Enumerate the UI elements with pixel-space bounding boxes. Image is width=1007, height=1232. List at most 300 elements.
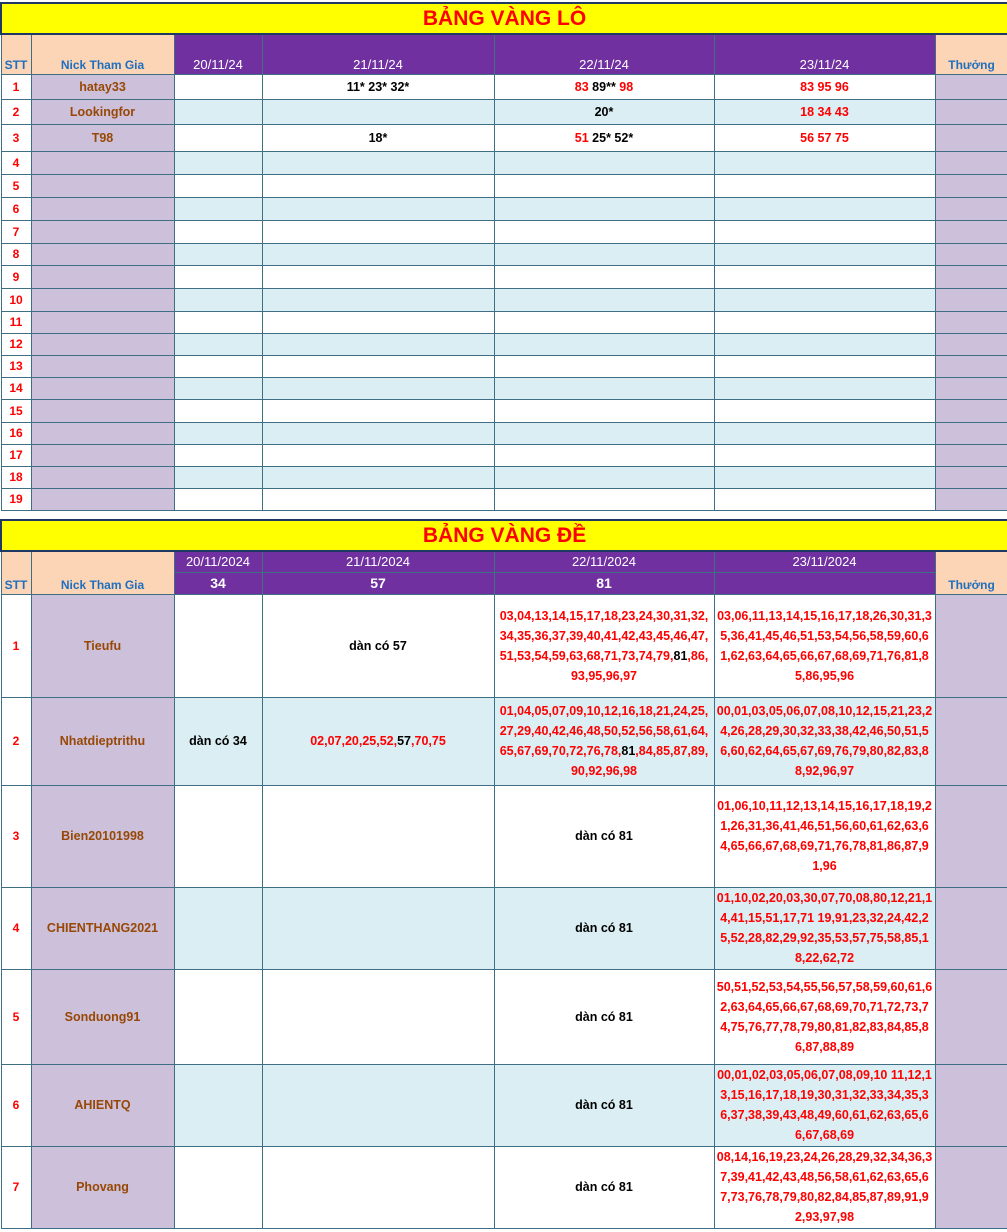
stt-cell xyxy=(1,243,31,265)
pick-cell xyxy=(262,377,494,399)
de-title: BẢNG VÀNG ĐỀ xyxy=(1,520,1007,551)
pick-text: 4 xyxy=(12,921,20,935)
pick-text: 5 xyxy=(12,178,20,193)
pick-cell xyxy=(174,197,262,220)
table-row xyxy=(1,887,1007,969)
thuong-cell xyxy=(935,74,1007,99)
thuong-cell xyxy=(935,1064,1007,1146)
nick-cell xyxy=(31,174,174,197)
pick-text: 03,06,11,13,14,15,16,17,18,26,30,31,35,36,41,45,46,51,53,54,56,58,59,60,61,62,63,64,65,66,67,68,69,71,76,81,85,86,95,96 xyxy=(717,608,932,683)
pick-text: 19 xyxy=(9,492,23,506)
thuong-cell xyxy=(935,99,1007,124)
pick-text: 13 xyxy=(9,359,23,373)
pick-cell xyxy=(174,377,262,399)
stt-cell xyxy=(1,594,31,697)
thuong-cell xyxy=(935,197,1007,220)
pick-cell xyxy=(714,333,935,355)
pick-text: 01,10,02,20,03,30,07,70,08,80,12,21,14,41,15,51,17,71 19,91,23,32,24,42,25,52,28,82,29,92,35,53,57,75,58,85,18,22,62,72 xyxy=(716,891,933,965)
nick-cell xyxy=(31,887,174,969)
table-row xyxy=(1,265,1007,288)
de-date-header: 23/11/2024 xyxy=(714,551,935,572)
pick-text: hatay33 xyxy=(79,79,126,94)
pick-text: 11 xyxy=(9,315,23,329)
pick-text: Lookingfor xyxy=(69,104,136,119)
pick-cell xyxy=(494,697,714,785)
stt-cell xyxy=(1,333,31,355)
thuong-cell xyxy=(935,355,1007,377)
pick-text: Phovang xyxy=(76,1180,129,1194)
pick-cell xyxy=(494,377,714,399)
pick-cell xyxy=(262,124,494,151)
pick-cell xyxy=(714,355,935,377)
pick-text: 1 xyxy=(12,79,20,94)
table-row xyxy=(1,220,1007,243)
pick-cell xyxy=(262,243,494,265)
thuong-cell xyxy=(935,311,1007,333)
pick-cell xyxy=(494,594,714,697)
pick-cell xyxy=(714,466,935,488)
pick-text: 25* 52* xyxy=(588,130,634,145)
pick-cell xyxy=(714,197,935,220)
pick-cell xyxy=(494,174,714,197)
nick-cell xyxy=(31,197,174,220)
pick-cell xyxy=(174,488,262,510)
de-body xyxy=(1,594,1007,1228)
de-nick-header: Nick Tham Gia xyxy=(31,551,174,594)
table-row xyxy=(1,99,1007,124)
pick-cell xyxy=(714,151,935,174)
pick-cell xyxy=(494,99,714,124)
pick-cell xyxy=(494,197,714,220)
pick-cell xyxy=(174,220,262,243)
stt-cell xyxy=(1,197,31,220)
pick-text: 10 xyxy=(9,292,23,307)
thuong-cell xyxy=(935,887,1007,969)
pick-text: 18 34 43 xyxy=(800,104,849,119)
pick-cell xyxy=(494,265,714,288)
pick-cell xyxy=(262,311,494,333)
pick-cell xyxy=(174,399,262,422)
pick-cell xyxy=(714,697,935,785)
pick-cell xyxy=(262,99,494,124)
pick-text: 01,06,10,11,12,13,14,15,16,17,18,19,21,26,31,36,41,46,51,56,60,61,62,63,64,65,66,67,68,69,71,76,78,81,86,87,91,96 xyxy=(717,799,932,873)
stt-cell xyxy=(1,697,31,785)
nick-cell xyxy=(31,1064,174,1146)
pick-text: 2 xyxy=(12,104,20,119)
pick-cell xyxy=(262,151,494,174)
stt-cell xyxy=(1,355,31,377)
table-row xyxy=(1,444,1007,466)
table-row xyxy=(1,399,1007,422)
pick-cell xyxy=(714,399,935,422)
pick-text: 15 xyxy=(9,403,23,418)
thuong-cell xyxy=(935,466,1007,488)
nick-cell xyxy=(31,377,174,399)
pick-cell xyxy=(262,422,494,444)
thuong-cell xyxy=(935,399,1007,422)
pick-cell xyxy=(174,333,262,355)
nick-cell xyxy=(31,288,174,311)
pick-text: 56 57 75 xyxy=(800,130,849,145)
stt-cell xyxy=(1,887,31,969)
pick-cell xyxy=(494,333,714,355)
pick-cell xyxy=(262,697,494,785)
lo-stt-header: STT xyxy=(1,34,31,74)
pick-cell xyxy=(714,1146,935,1228)
thuong-cell xyxy=(935,697,1007,785)
stt-cell xyxy=(1,220,31,243)
pick-text: Sonduong91 xyxy=(64,1009,141,1024)
pick-cell xyxy=(494,243,714,265)
table-row xyxy=(1,1146,1007,1228)
pick-text: 50,51,52,53,54,55,56,57,58,59,60,61,62,63,64,65,66,67,68,69,70,71,72,73,74,75,76,77,78,79,80,81,82,83,84,85,86,87,88,89 xyxy=(716,979,933,1054)
pick-text: T98 xyxy=(91,130,114,145)
stt-cell xyxy=(1,444,31,466)
pick-text: 51 xyxy=(574,130,589,145)
pick-cell xyxy=(174,311,262,333)
stt-cell xyxy=(1,785,31,887)
de-date-header: 20/11/2024 xyxy=(174,551,262,572)
nick-cell xyxy=(31,333,174,355)
stt-cell xyxy=(1,174,31,197)
lo-table xyxy=(0,2,1007,511)
de-date-header: 22/11/2024 xyxy=(494,551,714,572)
lo-title: BẢNG VÀNG LÔ xyxy=(1,3,1007,34)
lo-date-header: 20/11/24 xyxy=(174,34,262,74)
pick-text: 6 xyxy=(12,1098,20,1112)
pick-text: 57 xyxy=(397,734,412,748)
pick-cell xyxy=(494,488,714,510)
pick-text: 83 95 96 xyxy=(800,79,849,94)
table-row xyxy=(1,311,1007,333)
nick-cell xyxy=(31,466,174,488)
pick-cell xyxy=(262,220,494,243)
pick-cell xyxy=(494,1146,714,1228)
table-row xyxy=(1,74,1007,99)
thuong-cell xyxy=(935,174,1007,197)
thuong-cell xyxy=(935,288,1007,311)
thuong-cell xyxy=(935,124,1007,151)
stt-cell xyxy=(1,265,31,288)
pick-cell xyxy=(494,444,714,466)
pick-text: dàn có 81 xyxy=(575,829,633,843)
de-result xyxy=(714,572,935,594)
table-row xyxy=(1,594,1007,697)
pick-text: dàn có 34 xyxy=(189,734,247,748)
pick-text: 9 xyxy=(12,269,20,284)
pick-cell xyxy=(262,594,494,697)
pick-cell xyxy=(174,969,262,1064)
pick-text: 89** xyxy=(588,79,620,94)
pick-cell xyxy=(714,488,935,510)
pick-cell xyxy=(494,151,714,174)
pick-cell xyxy=(174,422,262,444)
de-table xyxy=(0,519,1007,1229)
pick-cell xyxy=(174,74,262,99)
pick-text: ,70,75 xyxy=(411,734,446,748)
pick-text: 18* xyxy=(368,130,388,145)
pick-cell xyxy=(494,124,714,151)
pick-cell xyxy=(494,1064,714,1146)
pick-cell xyxy=(262,399,494,422)
pick-text: dàn có 81 xyxy=(575,1098,633,1112)
thuong-cell xyxy=(935,785,1007,887)
table-row xyxy=(1,333,1007,355)
pick-cell xyxy=(714,288,935,311)
table-row xyxy=(1,466,1007,488)
pick-text: 3 xyxy=(12,829,20,843)
pick-cell xyxy=(174,124,262,151)
table-row xyxy=(1,124,1007,151)
pick-text: 14 xyxy=(9,381,23,395)
table-row xyxy=(1,151,1007,174)
pick-text: ,84,85,87,89,90,92,96,98 xyxy=(570,744,709,778)
thuong-cell xyxy=(935,444,1007,466)
pick-cell xyxy=(494,785,714,887)
lo-nick-header: Nick Tham Gia xyxy=(31,34,174,74)
pick-cell xyxy=(174,444,262,466)
stt-cell xyxy=(1,377,31,399)
pick-cell xyxy=(714,785,935,887)
pick-cell xyxy=(714,174,935,197)
nick-cell xyxy=(31,785,174,887)
pick-cell xyxy=(494,969,714,1064)
thuong-cell xyxy=(935,594,1007,697)
stt-cell xyxy=(1,488,31,510)
pick-cell xyxy=(174,174,262,197)
pick-cell xyxy=(714,422,935,444)
nick-cell xyxy=(31,1146,174,1228)
pick-text: 17 xyxy=(9,448,23,462)
pick-cell xyxy=(262,288,494,311)
lo-thuong-header: Thưởng xyxy=(935,34,1007,74)
pick-cell xyxy=(714,311,935,333)
pick-cell xyxy=(494,422,714,444)
table-row xyxy=(1,785,1007,887)
thuong-cell xyxy=(935,243,1007,265)
de-result: 34 xyxy=(174,572,262,594)
pick-text: 08,14,16,19,23,24,26,28,29,32,34,36,37,39,41,42,43,48,56,58,61,62,63,65,67,73,76,78,79,80,82,84,85,87,89,91,92,93,97,98 xyxy=(716,1150,933,1224)
stt-cell xyxy=(1,99,31,124)
pick-cell xyxy=(714,124,935,151)
nick-cell xyxy=(31,74,174,99)
nick-cell xyxy=(31,969,174,1064)
nick-cell xyxy=(31,243,174,265)
table-row xyxy=(1,488,1007,510)
stt-cell xyxy=(1,288,31,311)
pick-text: 02,07,20,25,52, xyxy=(310,734,398,748)
table-row xyxy=(1,1064,1007,1146)
pick-cell xyxy=(174,243,262,265)
thuong-cell xyxy=(935,488,1007,510)
pick-cell xyxy=(714,887,935,969)
table-row xyxy=(1,355,1007,377)
thuong-cell xyxy=(935,1146,1007,1228)
pick-cell xyxy=(494,220,714,243)
pick-cell xyxy=(262,265,494,288)
pick-cell xyxy=(262,74,494,99)
thuong-cell xyxy=(935,265,1007,288)
table-row xyxy=(1,243,1007,265)
pick-text: 16 xyxy=(9,426,23,440)
nick-cell xyxy=(31,697,174,785)
de-thuong-header: Thưởng xyxy=(935,551,1007,594)
pick-text: dàn có 81 xyxy=(575,1180,633,1194)
pick-cell xyxy=(714,243,935,265)
lo-date-header: 21/11/24 xyxy=(262,34,494,74)
pick-cell xyxy=(174,466,262,488)
de-date-header: 21/11/2024 xyxy=(262,551,494,572)
pick-text: 81 xyxy=(621,744,636,758)
pick-cell xyxy=(494,399,714,422)
pick-cell xyxy=(262,887,494,969)
pick-cell xyxy=(262,355,494,377)
pick-cell xyxy=(174,887,262,969)
nick-cell xyxy=(31,311,174,333)
pick-cell xyxy=(262,174,494,197)
pick-cell xyxy=(174,697,262,785)
pick-cell xyxy=(174,594,262,697)
pick-text: 00,01,03,05,06,07,08,10,12,15,21,23,24,26,28,29,30,32,33,38,42,46,50,51,56,60,62,64,65,67,69,76,79,80,82,83,88,92,96,97 xyxy=(716,704,933,778)
lo-body xyxy=(1,74,1007,510)
pick-text: 5 xyxy=(12,1009,20,1024)
pick-cell xyxy=(714,1064,935,1146)
pick-text: 3 xyxy=(12,130,20,145)
table-row xyxy=(1,197,1007,220)
pick-text: 01,04,05,07,09,10,12,16,18,21,24,25,27,29,40,42,46,48,50,52,56,58,61,64,65,67,69,70,72,76,78, xyxy=(499,704,709,758)
pick-text: CHIENTHANG2021 xyxy=(46,921,159,935)
pick-text: 81 xyxy=(673,648,688,663)
table-row xyxy=(1,288,1007,311)
stt-cell xyxy=(1,1146,31,1228)
table-row xyxy=(1,377,1007,399)
table-row xyxy=(1,969,1007,1064)
pick-text: 00,01,02,03,05,06,07,08,09,10 11,12,13,15,16,17,18,19,30,31,32,33,34,35,36,37,38,39,43,48,49,60,61,62,63,65,66,67,68,69 xyxy=(717,1068,932,1142)
pick-text: 98 xyxy=(619,79,634,94)
pick-text: 18 xyxy=(9,470,23,484)
thuong-cell xyxy=(935,220,1007,243)
pick-cell xyxy=(714,220,935,243)
pick-text: 20* xyxy=(594,104,614,119)
thuong-cell xyxy=(935,422,1007,444)
nick-cell xyxy=(31,220,174,243)
nick-cell xyxy=(31,594,174,697)
pick-cell xyxy=(262,1146,494,1228)
pick-text: Tieufu xyxy=(83,638,122,653)
pick-cell xyxy=(714,265,935,288)
pick-cell xyxy=(714,969,935,1064)
pick-text: 7 xyxy=(12,1180,20,1194)
pick-cell xyxy=(174,1064,262,1146)
stt-cell xyxy=(1,422,31,444)
pick-text: 7 xyxy=(12,224,20,239)
pick-cell xyxy=(494,887,714,969)
pick-text: 6 xyxy=(12,201,20,216)
lo-date-header: 23/11/24 xyxy=(714,34,935,74)
pick-cell xyxy=(262,466,494,488)
table-row xyxy=(1,174,1007,197)
de-result: 81 xyxy=(494,572,714,594)
pick-cell xyxy=(494,288,714,311)
pick-cell xyxy=(174,355,262,377)
pick-text: 1 xyxy=(12,638,20,653)
pick-text: Nhatdieptrithu xyxy=(59,734,146,748)
nick-cell xyxy=(31,151,174,174)
pick-cell xyxy=(262,785,494,887)
pick-text: 11* 23* 32* xyxy=(346,79,410,94)
pick-text: 2 xyxy=(12,734,20,748)
de-result: 57 xyxy=(262,572,494,594)
pick-cell xyxy=(262,197,494,220)
pick-cell xyxy=(174,151,262,174)
pick-text: 4 xyxy=(12,155,20,170)
pick-text: 8 xyxy=(12,247,20,261)
stt-cell xyxy=(1,74,31,99)
pick-cell xyxy=(494,466,714,488)
stt-cell xyxy=(1,969,31,1064)
nick-cell xyxy=(31,444,174,466)
pick-cell xyxy=(174,265,262,288)
pick-text: 83 xyxy=(574,79,589,94)
pick-cell xyxy=(174,1146,262,1228)
stt-cell xyxy=(1,124,31,151)
nick-cell xyxy=(31,422,174,444)
thuong-cell xyxy=(935,151,1007,174)
stt-cell xyxy=(1,1064,31,1146)
stt-cell xyxy=(1,311,31,333)
table-row xyxy=(1,697,1007,785)
pick-cell xyxy=(714,377,935,399)
thuong-cell xyxy=(935,333,1007,355)
pick-cell xyxy=(262,969,494,1064)
pick-text: dàn có 81 xyxy=(575,1009,633,1024)
pick-cell xyxy=(262,444,494,466)
nick-cell xyxy=(31,488,174,510)
nick-cell xyxy=(31,265,174,288)
pick-text: 03,04,13,14,15,17,18,23,24,30,31,32,34,35,36,37,39,40,41,42,43,45,46,47,51,53,54,59,63,68,71,73,74,79, xyxy=(499,608,709,663)
nick-cell xyxy=(31,124,174,151)
pick-cell xyxy=(714,444,935,466)
nick-cell xyxy=(31,355,174,377)
pick-cell xyxy=(174,288,262,311)
lo-date-header: 22/11/24 xyxy=(494,34,714,74)
pick-text: AHIENTQ xyxy=(74,1098,131,1112)
pick-text: Bien20101998 xyxy=(61,829,144,843)
pick-cell xyxy=(262,1064,494,1146)
stt-cell xyxy=(1,399,31,422)
thuong-cell xyxy=(935,969,1007,1064)
nick-cell xyxy=(31,399,174,422)
pick-cell xyxy=(174,785,262,887)
stt-cell xyxy=(1,151,31,174)
pick-cell xyxy=(262,333,494,355)
pick-cell xyxy=(494,74,714,99)
table-row xyxy=(1,422,1007,444)
pick-cell xyxy=(714,74,935,99)
pick-text: 12 xyxy=(9,337,23,351)
pick-text: dàn có 57 xyxy=(349,638,407,653)
pick-cell xyxy=(174,99,262,124)
nick-cell xyxy=(31,99,174,124)
pick-cell xyxy=(714,99,935,124)
pick-cell xyxy=(262,488,494,510)
pick-text: dàn có 81 xyxy=(575,921,633,935)
pick-text: ,86,93,95,96,97 xyxy=(570,648,709,683)
pick-cell xyxy=(494,355,714,377)
pick-cell xyxy=(714,594,935,697)
de-stt-header: STT xyxy=(1,551,31,594)
pick-cell xyxy=(494,311,714,333)
